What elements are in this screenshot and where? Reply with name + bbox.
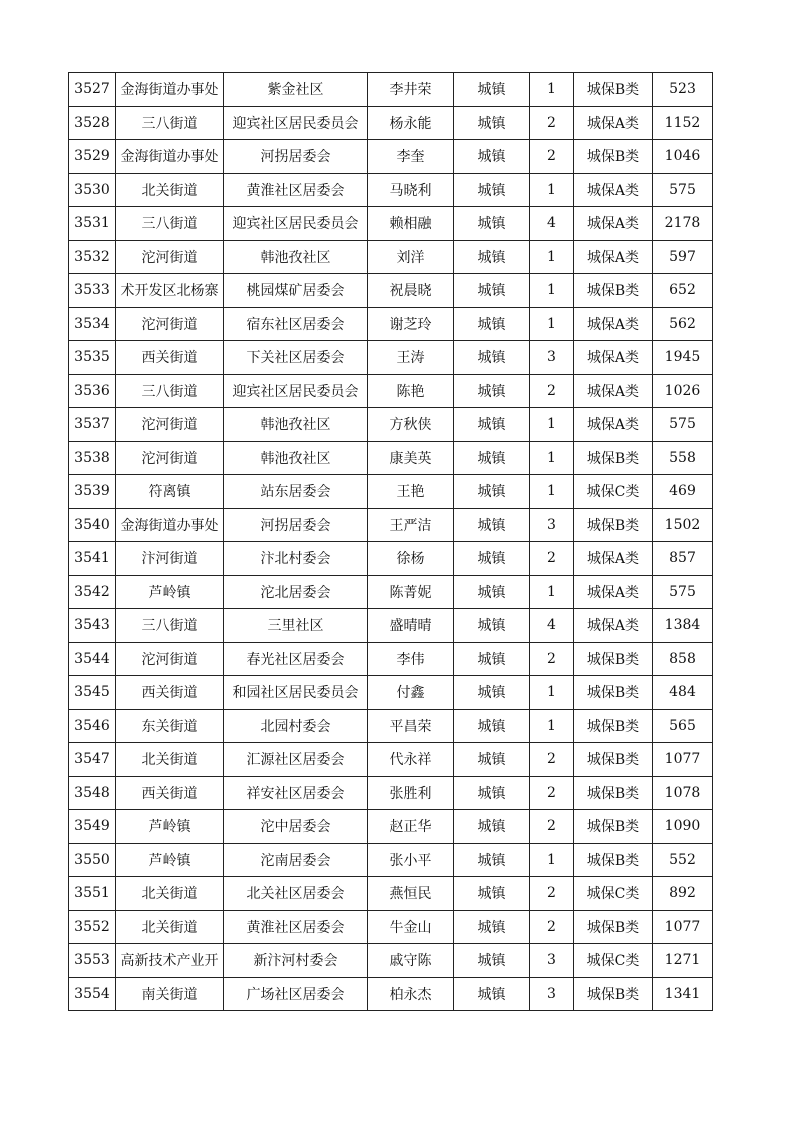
- person-name-cell: 刘洋: [368, 240, 454, 274]
- street-cell: 沱河街道: [116, 240, 224, 274]
- household-count-cell: 2: [530, 776, 574, 810]
- table-row: [69, 441, 713, 475]
- insurance-type-cell: 城保A类: [574, 609, 653, 643]
- table-row: [69, 542, 713, 576]
- record-number-cell: 3528: [69, 106, 116, 140]
- amount-cell: 575: [653, 408, 713, 442]
- person-name-cell: 谢芝玲: [368, 307, 454, 341]
- area-cell: 城镇: [454, 508, 530, 542]
- person-name-cell: 陈艳: [368, 374, 454, 408]
- community-cell: 黄淮社区居委会: [224, 910, 368, 944]
- record-number-cell: 3534: [69, 307, 116, 341]
- household-count-cell: 2: [530, 140, 574, 174]
- insurance-type-cell: 城保A类: [574, 173, 653, 207]
- insurance-type-cell: 城保B类: [574, 709, 653, 743]
- street-cell: 符离镇: [116, 475, 224, 509]
- record-number-cell: 3537: [69, 408, 116, 442]
- record-number-cell: 3548: [69, 776, 116, 810]
- insurance-type-cell: 城保A类: [574, 240, 653, 274]
- amount-cell: 1271: [653, 944, 713, 978]
- community-cell: 宿东社区居委会: [224, 307, 368, 341]
- insurance-type-cell: 城保B类: [574, 743, 653, 777]
- amount-cell: 1077: [653, 910, 713, 944]
- table-row: [69, 877, 713, 911]
- street-cell: 南关街道: [116, 977, 224, 1011]
- area-cell: 城镇: [454, 240, 530, 274]
- person-name-cell: 王艳: [368, 475, 454, 509]
- street-cell: 芦岭镇: [116, 843, 224, 877]
- community-cell: 河拐居委会: [224, 140, 368, 174]
- table-row: [69, 810, 713, 844]
- table-row: [69, 743, 713, 777]
- community-cell: 韩池孜社区: [224, 441, 368, 475]
- record-number-cell: 3542: [69, 575, 116, 609]
- record-number-cell: 3530: [69, 173, 116, 207]
- street-cell: 沱河街道: [116, 307, 224, 341]
- insurance-type-cell: 城保B类: [574, 977, 653, 1011]
- record-number-cell: 3543: [69, 609, 116, 643]
- amount-cell: 892: [653, 877, 713, 911]
- street-cell: 三八街道: [116, 106, 224, 140]
- table-row: [69, 709, 713, 743]
- table-row: [69, 475, 713, 509]
- person-name-cell: 柏永杰: [368, 977, 454, 1011]
- insurance-type-cell: 城保C类: [574, 877, 653, 911]
- insurance-type-cell: 城保A类: [574, 542, 653, 576]
- community-cell: 桃园煤矿居委会: [224, 274, 368, 308]
- table-row: [69, 73, 713, 107]
- amount-cell: 484: [653, 676, 713, 710]
- person-name-cell: 赖相融: [368, 207, 454, 241]
- household-count-cell: 1: [530, 709, 574, 743]
- street-cell: 金海街道办事处: [116, 73, 224, 107]
- person-name-cell: 戚守陈: [368, 944, 454, 978]
- record-number-cell: 3550: [69, 843, 116, 877]
- person-name-cell: 李奎: [368, 140, 454, 174]
- area-cell: 城镇: [454, 843, 530, 877]
- person-name-cell: 方秋侠: [368, 408, 454, 442]
- records-table: [68, 72, 713, 1011]
- record-number-cell: 3540: [69, 508, 116, 542]
- community-cell: 汇源社区居委会: [224, 743, 368, 777]
- record-number-cell: 3544: [69, 642, 116, 676]
- area-cell: 城镇: [454, 106, 530, 140]
- household-count-cell: 3: [530, 977, 574, 1011]
- table-row: [69, 843, 713, 877]
- insurance-type-cell: 城保A类: [574, 374, 653, 408]
- person-name-cell: 牛金山: [368, 910, 454, 944]
- household-count-cell: 4: [530, 207, 574, 241]
- person-name-cell: 陈菁妮: [368, 575, 454, 609]
- household-count-cell: 1: [530, 843, 574, 877]
- person-name-cell: 盛晴晴: [368, 609, 454, 643]
- community-cell: 韩池孜社区: [224, 408, 368, 442]
- community-cell: 沱中居委会: [224, 810, 368, 844]
- community-cell: 北关社区居委会: [224, 877, 368, 911]
- person-name-cell: 王严洁: [368, 508, 454, 542]
- table-row: [69, 508, 713, 542]
- amount-cell: 552: [653, 843, 713, 877]
- table-row: [69, 106, 713, 140]
- record-number-cell: 3538: [69, 441, 116, 475]
- insurance-type-cell: 城保A类: [574, 106, 653, 140]
- household-count-cell: 1: [530, 408, 574, 442]
- record-number-cell: 3547: [69, 743, 116, 777]
- amount-cell: 1502: [653, 508, 713, 542]
- area-cell: 城镇: [454, 374, 530, 408]
- record-number-cell: 3541: [69, 542, 116, 576]
- amount-cell: 575: [653, 575, 713, 609]
- insurance-type-cell: 城保B类: [574, 441, 653, 475]
- person-name-cell: 燕恒民: [368, 877, 454, 911]
- community-cell: 黄淮社区居委会: [224, 173, 368, 207]
- street-cell: 西关街道: [116, 776, 224, 810]
- record-number-cell: 3546: [69, 709, 116, 743]
- area-cell: 城镇: [454, 341, 530, 375]
- community-cell: 沱南居委会: [224, 843, 368, 877]
- household-count-cell: 2: [530, 810, 574, 844]
- amount-cell: 469: [653, 475, 713, 509]
- household-count-cell: 1: [530, 240, 574, 274]
- community-cell: 河拐居委会: [224, 508, 368, 542]
- area-cell: 城镇: [454, 709, 530, 743]
- area-cell: 城镇: [454, 676, 530, 710]
- street-cell: 北关街道: [116, 877, 224, 911]
- insurance-type-cell: 城保A类: [574, 341, 653, 375]
- area-cell: 城镇: [454, 441, 530, 475]
- record-number-cell: 3533: [69, 274, 116, 308]
- record-number-cell: 3531: [69, 207, 116, 241]
- insurance-type-cell: 城保B类: [574, 274, 653, 308]
- record-number-cell: 3539: [69, 475, 116, 509]
- community-cell: 新汴河村委会: [224, 944, 368, 978]
- street-cell: 北关街道: [116, 910, 224, 944]
- area-cell: 城镇: [454, 743, 530, 777]
- street-cell: 术开发区北杨寨: [116, 274, 224, 308]
- community-cell: 春光社区居委会: [224, 642, 368, 676]
- area-cell: 城镇: [454, 207, 530, 241]
- household-count-cell: 3: [530, 508, 574, 542]
- household-count-cell: 2: [530, 642, 574, 676]
- household-count-cell: 2: [530, 910, 574, 944]
- area-cell: 城镇: [454, 575, 530, 609]
- amount-cell: 1026: [653, 374, 713, 408]
- insurance-type-cell: 城保B类: [574, 810, 653, 844]
- street-cell: 西关街道: [116, 676, 224, 710]
- person-name-cell: 康美英: [368, 441, 454, 475]
- table-row: [69, 374, 713, 408]
- area-cell: 城镇: [454, 274, 530, 308]
- amount-cell: 1090: [653, 810, 713, 844]
- amount-cell: 1384: [653, 609, 713, 643]
- table-row: [69, 173, 713, 207]
- household-count-cell: 1: [530, 575, 574, 609]
- table-row: [69, 977, 713, 1011]
- area-cell: 城镇: [454, 140, 530, 174]
- person-name-cell: 徐杨: [368, 542, 454, 576]
- person-name-cell: 张胜利: [368, 776, 454, 810]
- amount-cell: 558: [653, 441, 713, 475]
- insurance-type-cell: 城保C类: [574, 944, 653, 978]
- street-cell: 三八街道: [116, 374, 224, 408]
- table-row: [69, 642, 713, 676]
- household-count-cell: 1: [530, 274, 574, 308]
- table-row: [69, 676, 713, 710]
- area-cell: 城镇: [454, 408, 530, 442]
- amount-cell: 1077: [653, 743, 713, 777]
- household-count-cell: 3: [530, 944, 574, 978]
- amount-cell: 1341: [653, 977, 713, 1011]
- table-row: [69, 240, 713, 274]
- table-row: [69, 776, 713, 810]
- table-row: [69, 274, 713, 308]
- street-cell: 北关街道: [116, 743, 224, 777]
- amount-cell: 575: [653, 173, 713, 207]
- amount-cell: 1078: [653, 776, 713, 810]
- community-cell: 汴北村委会: [224, 542, 368, 576]
- community-cell: 韩池孜社区: [224, 240, 368, 274]
- insurance-type-cell: 城保A类: [574, 575, 653, 609]
- street-cell: 西关街道: [116, 341, 224, 375]
- insurance-type-cell: 城保A类: [574, 207, 653, 241]
- record-number-cell: 3554: [69, 977, 116, 1011]
- amount-cell: 1152: [653, 106, 713, 140]
- person-name-cell: 王涛: [368, 341, 454, 375]
- street-cell: 芦岭镇: [116, 575, 224, 609]
- records-table-body: [69, 73, 713, 1011]
- street-cell: 三八街道: [116, 207, 224, 241]
- household-count-cell: 1: [530, 475, 574, 509]
- area-cell: 城镇: [454, 73, 530, 107]
- person-name-cell: 马晓利: [368, 173, 454, 207]
- person-name-cell: 张小平: [368, 843, 454, 877]
- table-row: [69, 408, 713, 442]
- person-name-cell: 祝晨晓: [368, 274, 454, 308]
- household-count-cell: 2: [530, 106, 574, 140]
- household-count-cell: 4: [530, 609, 574, 643]
- amount-cell: 858: [653, 642, 713, 676]
- household-count-cell: 2: [530, 374, 574, 408]
- household-count-cell: 1: [530, 307, 574, 341]
- amount-cell: 857: [653, 542, 713, 576]
- insurance-type-cell: 城保A类: [574, 408, 653, 442]
- community-cell: 迎宾社区居民委员会: [224, 207, 368, 241]
- area-cell: 城镇: [454, 977, 530, 1011]
- person-name-cell: 赵正华: [368, 810, 454, 844]
- area-cell: 城镇: [454, 307, 530, 341]
- record-number-cell: 3529: [69, 140, 116, 174]
- area-cell: 城镇: [454, 475, 530, 509]
- street-cell: 北关街道: [116, 173, 224, 207]
- area-cell: 城镇: [454, 173, 530, 207]
- street-cell: 沱河街道: [116, 408, 224, 442]
- amount-cell: 652: [653, 274, 713, 308]
- community-cell: 站东居委会: [224, 475, 368, 509]
- person-name-cell: 平昌荣: [368, 709, 454, 743]
- person-name-cell: 李井荣: [368, 73, 454, 107]
- community-cell: 和园社区居民委员会: [224, 676, 368, 710]
- household-count-cell: 1: [530, 676, 574, 710]
- street-cell: 金海街道办事处: [116, 140, 224, 174]
- area-cell: 城镇: [454, 776, 530, 810]
- record-number-cell: 3549: [69, 810, 116, 844]
- record-number-cell: 3552: [69, 910, 116, 944]
- community-cell: 紫金社区: [224, 73, 368, 107]
- street-cell: 芦岭镇: [116, 810, 224, 844]
- table-row: [69, 575, 713, 609]
- person-name-cell: 付鑫: [368, 676, 454, 710]
- amount-cell: 2178: [653, 207, 713, 241]
- insurance-type-cell: 城保B类: [574, 910, 653, 944]
- household-count-cell: 1: [530, 173, 574, 207]
- street-cell: 沱河街道: [116, 642, 224, 676]
- table-row: [69, 140, 713, 174]
- table-row: [69, 910, 713, 944]
- record-number-cell: 3545: [69, 676, 116, 710]
- insurance-type-cell: 城保B类: [574, 140, 653, 174]
- amount-cell: 1046: [653, 140, 713, 174]
- insurance-type-cell: 城保B类: [574, 843, 653, 877]
- amount-cell: 562: [653, 307, 713, 341]
- household-count-cell: 3: [530, 341, 574, 375]
- record-number-cell: 3535: [69, 341, 116, 375]
- insurance-type-cell: 城保B类: [574, 676, 653, 710]
- community-cell: 北园村委会: [224, 709, 368, 743]
- area-cell: 城镇: [454, 542, 530, 576]
- amount-cell: 597: [653, 240, 713, 274]
- household-count-cell: 2: [530, 743, 574, 777]
- area-cell: 城镇: [454, 910, 530, 944]
- amount-cell: 523: [653, 73, 713, 107]
- record-number-cell: 3551: [69, 877, 116, 911]
- household-count-cell: 1: [530, 73, 574, 107]
- street-cell: 高新技术产业开: [116, 944, 224, 978]
- amount-cell: 1945: [653, 341, 713, 375]
- community-cell: 迎宾社区居民委员会: [224, 106, 368, 140]
- community-cell: 三里社区: [224, 609, 368, 643]
- record-number-cell: 3527: [69, 73, 116, 107]
- insurance-type-cell: 城保B类: [574, 642, 653, 676]
- insurance-type-cell: 城保C类: [574, 475, 653, 509]
- person-name-cell: 代永祥: [368, 743, 454, 777]
- person-name-cell: 杨永能: [368, 106, 454, 140]
- insurance-type-cell: 城保B类: [574, 776, 653, 810]
- household-count-cell: 2: [530, 877, 574, 911]
- household-count-cell: 1: [530, 441, 574, 475]
- area-cell: 城镇: [454, 609, 530, 643]
- community-cell: 祥安社区居委会: [224, 776, 368, 810]
- amount-cell: 565: [653, 709, 713, 743]
- insurance-type-cell: 城保A类: [574, 307, 653, 341]
- street-cell: 三八街道: [116, 609, 224, 643]
- street-cell: 金海街道办事处: [116, 508, 224, 542]
- street-cell: 东关街道: [116, 709, 224, 743]
- person-name-cell: 李伟: [368, 642, 454, 676]
- community-cell: 下关社区居委会: [224, 341, 368, 375]
- insurance-type-cell: 城保B类: [574, 73, 653, 107]
- street-cell: 汴河街道: [116, 542, 224, 576]
- table-row: [69, 207, 713, 241]
- table-row: [69, 341, 713, 375]
- community-cell: 广场社区居委会: [224, 977, 368, 1011]
- area-cell: 城镇: [454, 810, 530, 844]
- insurance-type-cell: 城保B类: [574, 508, 653, 542]
- community-cell: 沱北居委会: [224, 575, 368, 609]
- area-cell: 城镇: [454, 944, 530, 978]
- household-count-cell: 2: [530, 542, 574, 576]
- record-number-cell: 3536: [69, 374, 116, 408]
- area-cell: 城镇: [454, 877, 530, 911]
- record-number-cell: 3532: [69, 240, 116, 274]
- area-cell: 城镇: [454, 642, 530, 676]
- record-number-cell: 3553: [69, 944, 116, 978]
- table-row: [69, 944, 713, 978]
- table-row: [69, 307, 713, 341]
- community-cell: 迎宾社区居民委员会: [224, 374, 368, 408]
- table-row: [69, 609, 713, 643]
- street-cell: 沱河街道: [116, 441, 224, 475]
